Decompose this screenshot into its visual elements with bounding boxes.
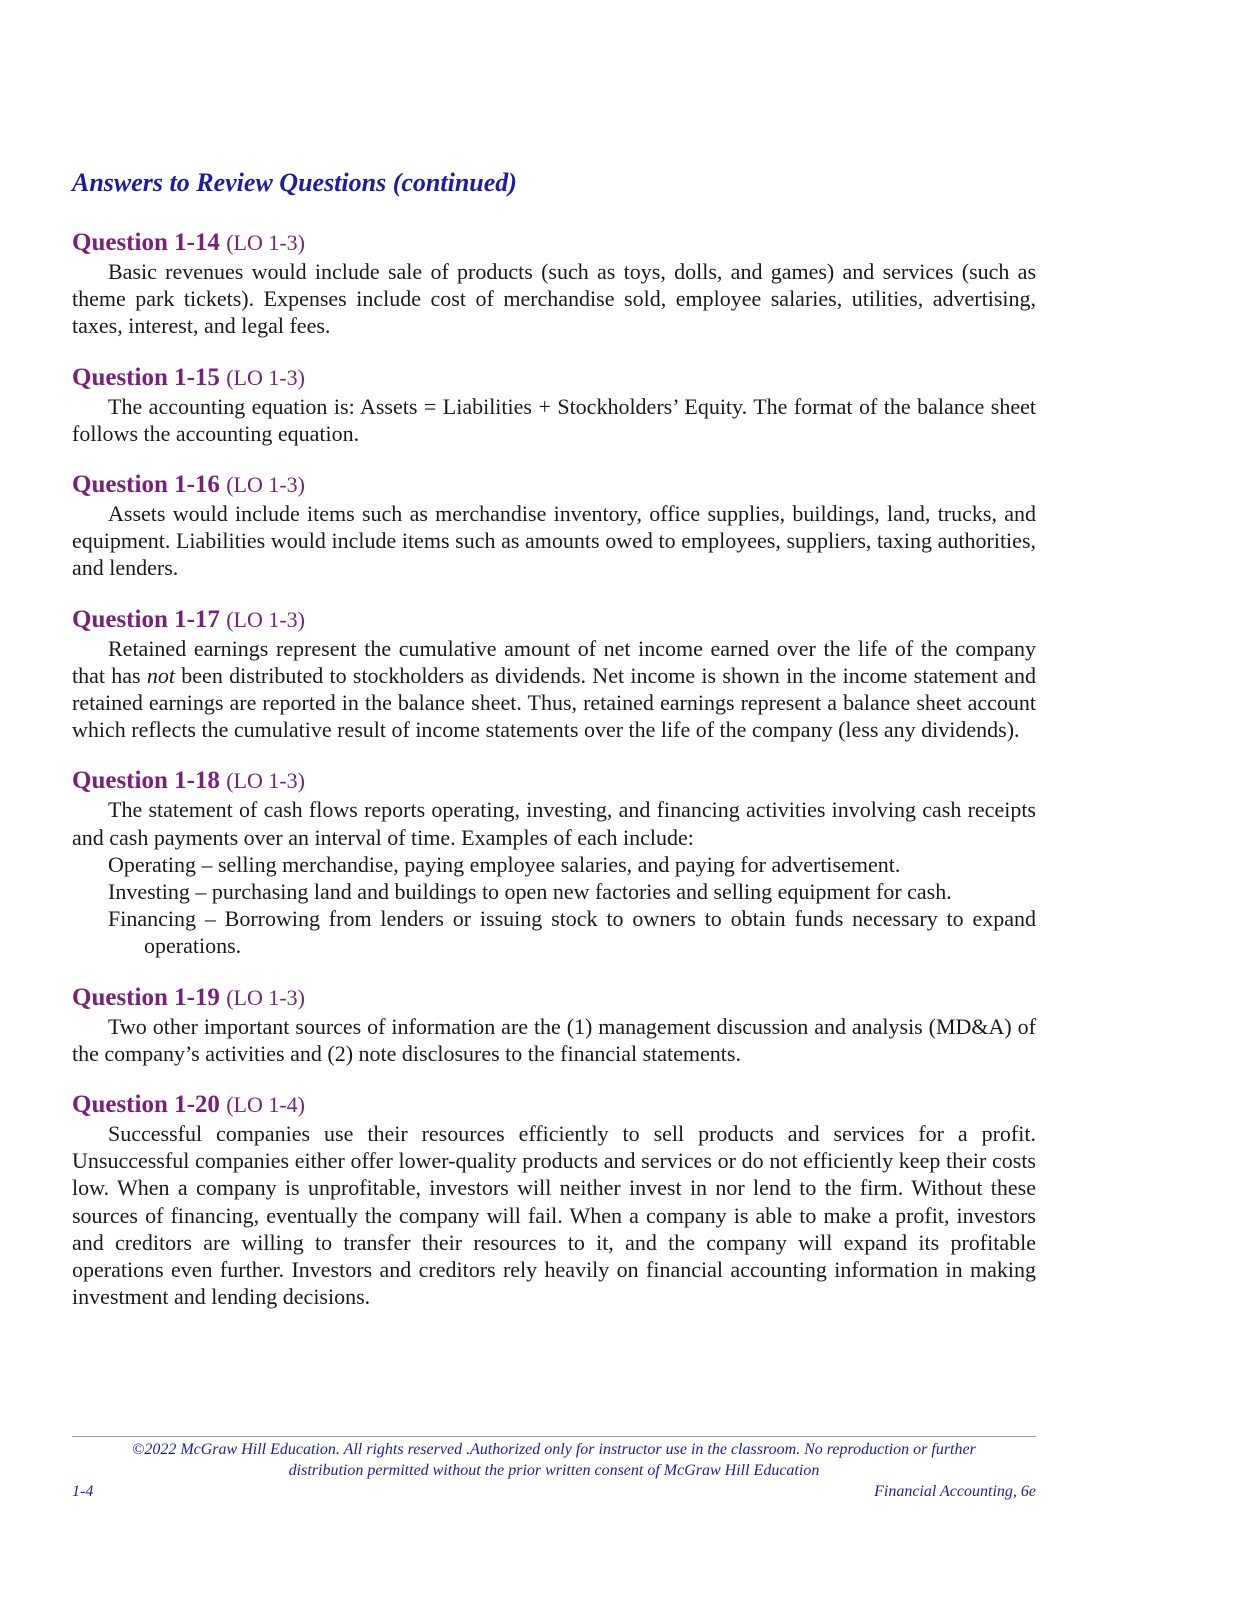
main-content	[72, 166, 1036, 1333]
question-number: Question 1-15	[72, 363, 220, 391]
copyright-line: distribution permitted without the prior written consent of McGraw Hill Education	[288, 1462, 820, 1479]
question-1-14	[72, 228, 1036, 340]
question-heading	[72, 363, 1036, 393]
question-heading	[72, 605, 1036, 635]
list-item-financing: Financing – Borrowing from lenders or issuing stock to owners to obtain funds necessary to expand operations.	[108, 906, 1036, 959]
list-item-investing: Investing – purchasing land and buildings to open new factories and selling equipment for cash.	[108, 879, 952, 905]
book-title: Financial Accounting, 6e	[874, 1483, 1036, 1500]
question-1-19	[72, 983, 1036, 1067]
page-footer	[72, 1436, 1036, 1503]
learning-objective: (LO 1-4)	[226, 1092, 305, 1118]
emphasis-not: not	[146, 662, 176, 688]
answer-text	[72, 635, 1036, 744]
answer-text: Assets would include items such as merchandise inventory, office supplies, buildings, land, trucks, and equipment. Liabilities would include items such as amounts owed to employees, suppliers, taxing authorities, and lenders.	[72, 501, 1036, 581]
question-number: Question 1-17	[72, 605, 220, 633]
learning-objective: (LO 1-3)	[226, 984, 305, 1010]
answer-text: The statement of cash flows reports operating, investing, and financing activities involving cash receipts and cash payments over an interval of time. Examples of each include:	[72, 797, 1036, 850]
footer-row	[72, 1481, 1036, 1503]
page-title: Answers to Review Questions (continued)	[72, 168, 517, 197]
learning-objective: (LO 1-3)	[226, 230, 305, 255]
list-item-operating: Operating – selling merchandise, paying employee salaries, and paying for advertisement.	[108, 851, 901, 877]
question-number: Question 1-20	[72, 1091, 220, 1119]
question-1-15	[72, 363, 1036, 447]
answer-text: Two other important sources of information are the (1) management discussion and analysis (MD&A) of the company’s activities and (2) note disclosures to the financial statements.	[72, 1013, 1036, 1066]
question-heading	[72, 470, 1036, 500]
answer-text: Basic revenues would include sale of products (such as toys, dolls, and games) and services (such as theme park tickets). Expenses include cost of merchandise sold, employee salaries, utilities, advertising, taxes, interest, and legal fees.	[72, 259, 1036, 339]
question-heading	[72, 228, 1036, 258]
question-heading	[72, 766, 1036, 796]
question-1-16	[72, 470, 1036, 582]
question-heading	[72, 1090, 1036, 1120]
question-number: Question 1-16	[72, 471, 220, 499]
answer-text: Successful companies use their resources efficiently to sell products and services for a profit. Unsuccessful companies either offer lower-quality products and services or do not efficiently keep their costs low. When a company is unprofitable, investors will neither invest in nor lend to the firm. Without these sources of financing, eventually the company will fail. When a company is able to make a profit, investors and creditors are willing to transfer their resources to it, and the company will expand its profitable operations even further. Investors and creditors rely heavily on financial accounting information in making investment and lending decisions.	[72, 1121, 1036, 1310]
answer-text: The accounting equation is: Assets = Liabilities + Stockholders’ Equity. The format of the balance sheet follows the accounting equation.	[72, 393, 1036, 446]
question-number: Question 1-18	[72, 767, 220, 795]
learning-objective: (LO 1-3)	[226, 472, 305, 498]
learning-objective: (LO 1-3)	[226, 606, 305, 632]
question-heading	[72, 983, 1036, 1013]
learning-objective: (LO 1-3)	[226, 768, 305, 794]
question-1-17	[72, 605, 1036, 744]
answer-text-part: been distributed to stockholders as dividends. Net income is shown in the income statement and retained earnings are reported in the balance sheet. Thus, retained earnings represent a balance sheet account which reflects the cumulative result of income statements over the life of the company (less any dividends).	[72, 662, 1036, 743]
question-number: Question 1-19	[72, 983, 220, 1011]
question-number: Question 1-14	[72, 229, 220, 256]
copyright-line: ©2022 McGraw Hill Education. All rights reserved .Authorized only for instructor use in the classroom. No reproduction or further	[132, 1441, 976, 1458]
learning-objective: (LO 1-3)	[226, 364, 305, 390]
question-1-20	[72, 1090, 1036, 1310]
answer-text-part: Retained earnings represent the cumulative amount of net income earned over the life of the company that has	[72, 635, 1036, 688]
question-1-18	[72, 766, 1036, 959]
page-number: 1-4	[72, 1483, 94, 1500]
